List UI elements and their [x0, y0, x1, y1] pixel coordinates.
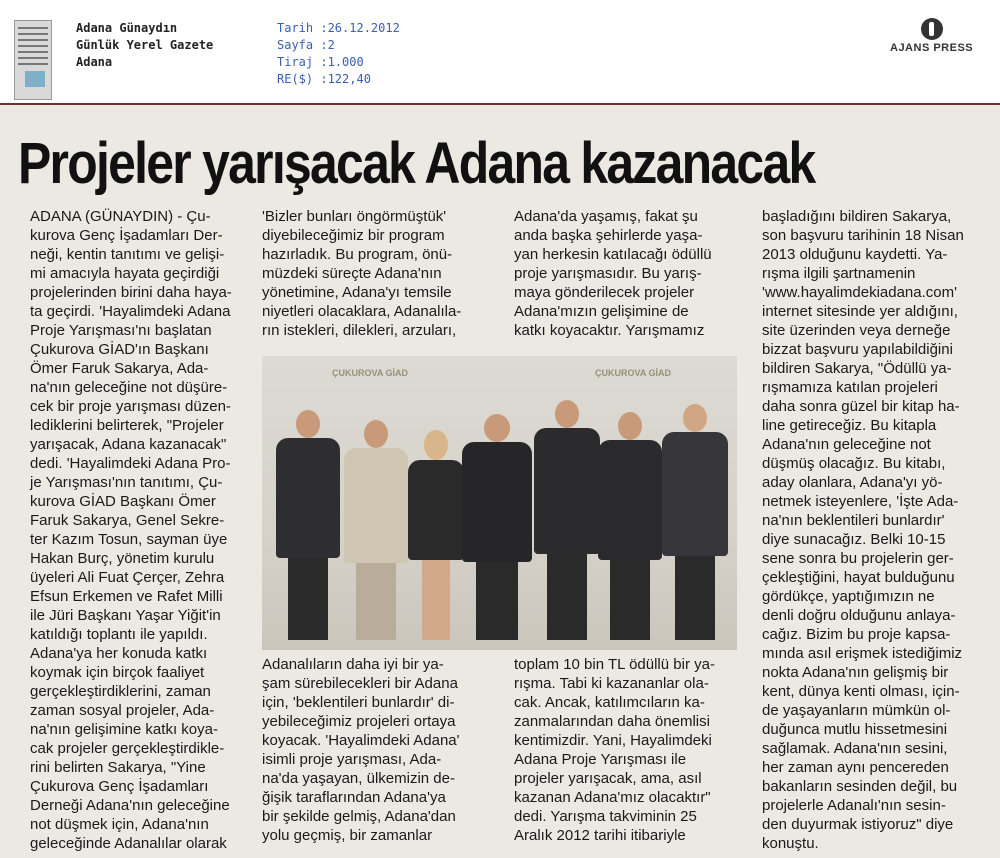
article-column-3-bottom [514, 655, 715, 845]
article-text-line: koymak için birçok faaliyet [30, 664, 205, 681]
article-text-line: Adanalıların daha iyi bir ya- [262, 656, 444, 673]
article-text-line: netmek isteyenlere, 'İşte Ada- [762, 493, 959, 510]
article-text-line: 'www.hayalimdekiadana.com' [762, 284, 957, 301]
article-text-line: ter Kazım Tosun, sayman üye [30, 531, 228, 548]
article-text-line: den duyurmak istiyoruz" diye [762, 816, 954, 833]
article-text-line: kazanan Adana'mız olacaktır" [514, 789, 711, 806]
article-text-line: Aralık 2012 tarihi itibariyle [514, 827, 686, 844]
article-text-line: yan herkesin katılacağı ödüllü [514, 246, 712, 263]
article-text-line: bir şekilde gelmiş, Adana'dan [262, 808, 456, 825]
article-text-line: projelerle Adanalı'nın sesin- [762, 797, 946, 814]
article-text-line: daha sonra güzel bir kitap ha- [762, 398, 960, 415]
page-line: Sayfa :2 [277, 38, 335, 52]
article-text-line: bakanların sesinden değil, bu [762, 778, 958, 795]
article-column-4 [762, 207, 964, 853]
article-column-2-bottom [262, 655, 460, 845]
article-text-line: için, 'beklentileri bunlardır' di- [262, 694, 455, 711]
publication-info [76, 20, 213, 71]
article-text-line: kentimizdir. Yani, Hayalimdeki [514, 732, 712, 749]
article-text-line: Adana Proje Yarışması ile [514, 751, 687, 768]
ad-value-line: RE($) :122,40 [277, 72, 371, 86]
article-text-line: projelerinden birini daha haya- [30, 284, 232, 301]
article-text-line: kurova GİAD Başkanı Ömer [30, 493, 216, 510]
article-text-line: dedi. 'Hayalimdeki Adana Pro- [30, 455, 231, 472]
article-text-line: katkı koyacaktır. Yarışmamız [514, 322, 705, 339]
article-text-line: internet sitesinde yer aldığını, [762, 303, 958, 320]
article-photo [262, 356, 737, 650]
article-column-3-top [514, 207, 712, 340]
article-text-line: mi amacıyla hayata geçirdiği [30, 265, 220, 282]
article-text-line: Adana'nın geleceğine not [762, 436, 931, 453]
article-text-line: zaman sosyal projeler, Ada- [30, 702, 215, 719]
article-text-line: neği, kentin tanıtımı ve gelişi- [30, 246, 225, 263]
article-text-line: nokta Adana'nın gelişmiş bir [762, 664, 949, 681]
article-text-line: yönetimine, Adana'yı temsile [262, 284, 452, 301]
article-text-line: isimli proje yarışması, Ada- [262, 751, 442, 768]
article-text-line: koyacak. 'Hayalimdeki Adana' [262, 732, 460, 749]
publication-type: Günlük Yerel Gazete [76, 38, 214, 52]
article-text-line: kent, dünya kenti olması, için- [762, 683, 960, 700]
article-text-line: diyebileceğimiz bir program [262, 227, 445, 244]
article-text-line: diye sunacağız. Belki 10-15 [762, 531, 946, 548]
article-text-line: lediklerini belirterek, "Projeler [30, 417, 224, 434]
publication-name: Adana Günaydın [76, 21, 178, 35]
article-text-line: her zaman aynı pencereden [762, 759, 949, 776]
article-text-line: ADANA (GÜNAYDIN) - Çu- [30, 208, 211, 225]
article-text-line: de yaşayanların mümkün ol- [762, 702, 951, 719]
article-text-line: müzdeki süreçte Adana'nın [262, 265, 442, 282]
article-text-line: proje yarışmasıdır. Bu yarış- [514, 265, 702, 282]
article-text-line: dedi. Yarışma takviminin 25 [514, 808, 697, 825]
ajans-press-logo [890, 18, 985, 58]
article-text-line: anda başka şehirlerde yaşa- [514, 227, 703, 244]
article-text-line: ta geçirdi. 'Hayalimdeki Adana [30, 303, 231, 320]
article-text-line: Hakan Burç, yönetim kurulu [30, 550, 215, 567]
article-text-line: kurova Genç İşadamları Der- [30, 227, 223, 244]
person-figure [662, 404, 728, 640]
article-text-line: üyeleri Ali Fuat Çerçer, Zehra [30, 569, 225, 586]
article-text-line: cak projeler gerçekleştirdikle- [30, 740, 225, 757]
photo-banner-left: ÇUKUROVA GİAD [332, 368, 408, 378]
article-text-line: ile Jüri Başkanı Yaşar Yiğit'in [30, 607, 221, 624]
article-text-line: not düşmek için, Adana'nın [30, 816, 209, 833]
article-text-line: rışma ilgili şartnamenin [762, 265, 916, 282]
article-text-line: başladığını bildiren Sakarya, [762, 208, 952, 225]
article-text-line: niyetleri olacaklara, Adanalıla- [262, 303, 462, 320]
article-text-line: Çukurova GİAD'ın Başkanı [30, 341, 209, 358]
article-text-line: yolu geçmiş, bir zamanlar [262, 827, 433, 844]
article-text-line: Adana'da yaşamış, fakat şu [514, 208, 698, 225]
person-figure [598, 412, 662, 640]
publication-city: Adana [76, 55, 113, 69]
article-text-line: rışma. Tabi ki kazananlar ola- [514, 675, 709, 692]
article-headline: Projeler yarışacak Adana kazanacak [18, 131, 815, 196]
date-line: Tarih :26.12.2012 [277, 21, 400, 35]
article-text-line: Derneği Adana'nın geleceğine [30, 797, 230, 814]
circulation-line: Tiraj :1.000 [277, 55, 364, 69]
article-text-line: aday olanlara, Adana'yı yö- [762, 474, 943, 491]
article-text-line: na'nın gelişimine katkı koya- [30, 721, 218, 738]
article-text-line: na'nın beklentileri bunlardır' [762, 512, 945, 529]
article-text-line: yebileceğimiz projeleri ortaya [262, 713, 456, 730]
article-text-line: projeler yarışacak, ama, asıl [514, 770, 702, 787]
person-figure [462, 414, 532, 640]
article-text-line: rini belirten Sakarya, "Yine [30, 759, 206, 776]
clipping-header [0, 0, 1000, 104]
article-text-line: Faruk Sakarya, Genel Sekre- [30, 512, 225, 529]
article-text-line: Ömer Faruk Sakarya, Ada- [30, 360, 209, 377]
article-text-line: son başvuru tarihinin 18 Nisan [762, 227, 964, 244]
article-text-line: zanmalarından daha önemlisi [514, 713, 710, 730]
article-text-line: gerçekleştirdiklerini, zaman [30, 683, 211, 700]
article-text-line: katıldığı toplantı ile yapıldı. [30, 626, 208, 643]
article-text-line: Efsun Erkemen ve Rafet Milli [30, 588, 223, 605]
article-text-line: konuştu. [762, 835, 819, 852]
article-text-line: geleceğinde Adanalılar olarak [30, 835, 227, 852]
article-text-line: sene sonra bu projelerin ger- [762, 550, 954, 567]
article-text-line: mında asıl erişmek istediğimiz [762, 645, 963, 662]
article-text-line: Adana'ya her konuda katkı [30, 645, 208, 662]
article-text-line: 2013 olduğunu kaydetti. Ya- [762, 246, 948, 263]
clipping-metadata [277, 20, 400, 88]
article-text-line: ğişik taraflarından Adana'ya [262, 789, 446, 806]
article-text-line: Proje Yarışması'nı başlatan [30, 322, 212, 339]
article-text-line: cek bir proje yarışması düzen- [30, 398, 231, 415]
article-text-line: cağız. Bizim bu proje kapsa- [762, 626, 951, 643]
logo-icon [921, 18, 943, 40]
article-text-line: yarışacak, Adana kazanacak" [30, 436, 227, 453]
newspaper-thumbnail[interactable] [14, 20, 52, 100]
article-text-line: denli doğru olduğunu anlaya- [762, 607, 956, 624]
article-text-line: çekleştiğini, hayat bulduğunu [762, 569, 955, 586]
article-text-line: rın istekleri, dilekleri, arzuları, [262, 322, 457, 339]
article-text-line: hazırladık. Bu program, önü- [262, 246, 453, 263]
article-text-line: şam sürebilecekleri bir Adana [262, 675, 458, 692]
person-figure [276, 410, 340, 640]
photo-banner-right: ÇUKUROVA GİAD [595, 368, 671, 378]
article-column-1 [30, 207, 232, 853]
article-text-line: cak. Ancak, katılımcıların ka- [514, 694, 705, 711]
article-text-line: maya gönderilecek projeler [514, 284, 695, 301]
article-text-line: 'Bizler bunları öngörmüştük' [262, 208, 447, 225]
person-figure [344, 420, 408, 640]
article-text-line: Adana'mızın gelişimine de [514, 303, 689, 320]
article-text-line: na'da yaşayan, ülkemizin de- [262, 770, 455, 787]
person-figure [408, 430, 464, 640]
article-text-line: duğunca mutlu hissetmesini [762, 721, 948, 738]
article-text-line: sağlamak. Adana'nın sesini, [762, 740, 948, 757]
article-text-line: toplam 10 bin TL ödüllü bir ya- [514, 656, 715, 673]
article-text-line: bizzat başvuru yapılabildiğini [762, 341, 953, 358]
article-text-line: je Yarışması'nın tanıtımı, Çu- [30, 474, 223, 491]
article-text-line: düşmüş olacağız. Bu kitabı, [762, 455, 946, 472]
article-column-2-top [262, 207, 461, 340]
person-figure [534, 400, 600, 640]
article-text-line: bildiren Sakarya, "Ödüllü ya- [762, 360, 952, 377]
article-text-line: gördükçe, yaptığımızın ne [762, 588, 935, 605]
article-text-line: rışmamıza katılan projeleri [762, 379, 938, 396]
article-text-line: Çukurova Genç İşadamları [30, 778, 209, 795]
article-text-line: na'nın geleceğine not düşüre- [30, 379, 228, 396]
logo-text: AJANS PRESS [890, 42, 974, 54]
article-text-line: site üzerinden veya derneğe [762, 322, 951, 339]
article-text-line: line getireceğiz. Bu kitapla [762, 417, 937, 434]
